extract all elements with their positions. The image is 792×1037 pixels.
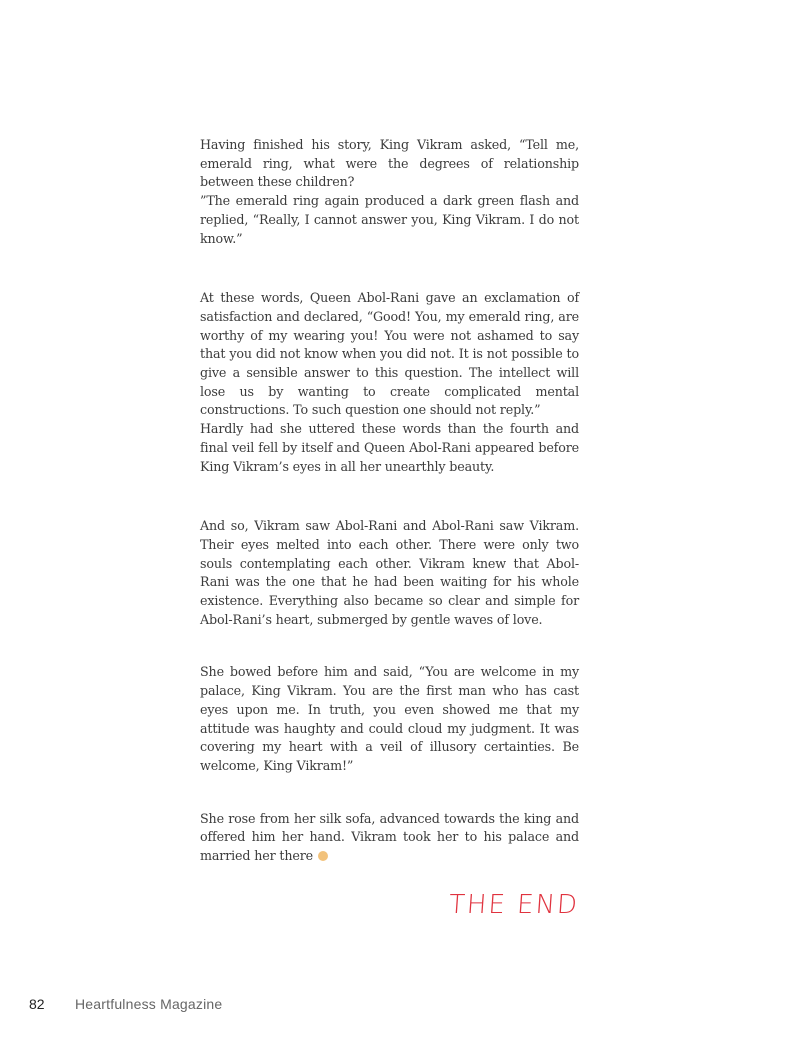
paragraph-marriage-text: She rose from her silk sofa, advanced towards the king and offered him her hand. Vikram took her to his palace and married her there — [200, 810, 579, 864]
the-end-heading: THE END — [447, 890, 581, 920]
paragraph-veil-falls: Hardly had she uttered these words than the fourth and final veil fell by itself and Queen Abol-Rani appeared before King Vikram’s eyes in all her unearthly beauty. — [200, 421, 579, 474]
paragraph-king-asks: Having finished his story, King Vikram asked, “Tell me, emerald ring, what were the degrees of relationship between these children? — [200, 137, 579, 190]
paragraph-queen-declares: At these words, Queen Abol-Rani gave an exclamation of satisfaction and declared, “Good! You, my emerald ring, are worthy of my wearing you! You were not ashamed to say that you did not know when you did not. It is not possible to give a sensible answer to this question. The intellect will lose us by wanting to create complicated mental constructions. To such question one should not reply.” — [200, 290, 579, 418]
paragraph-queen-welcomes: She bowed before him and said, “You are welcome in my palace, King Vikram. You are the first man who has cast eyes upon me. In truth, you even showed me that my attitude was haughty and could cloud my judgment. It was covering my heart with a veil of illusory certainties. Be welcome, King Vikram!” — [200, 664, 579, 773]
magazine-name: Heartfulness Magazine — [75, 996, 223, 1012]
paragraph-eyes-meet: And so, Vikram saw Abol-Rani and Abol-Rani saw Vikram. Their eyes melted into each other. There were only two souls contemplating each other. Vikram knew that Abol-Rani was the one that he had been waiting for his whole existence. Everything also became so clear and simple for Abol-Rani’s heart, submerged by gentle waves of love. — [200, 518, 579, 627]
page-number: 82 — [29, 996, 45, 1012]
paragraph-marriage — [200, 810, 579, 866]
paragraph-ring-replies: ”The emerald ring again produced a dark green flash and replied, “Really, I cannot answer you, King Vikram. I do not know.” — [200, 193, 579, 246]
story-text — [200, 136, 579, 866]
page-footer — [29, 996, 222, 1012]
end-dot-icon — [318, 851, 328, 861]
